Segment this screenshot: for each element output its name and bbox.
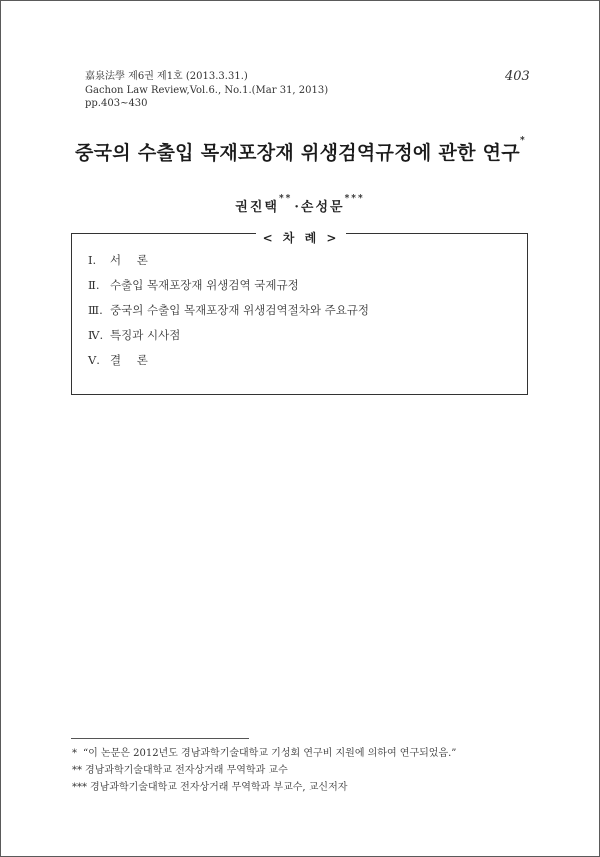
toc-heading: < 차 례 > <box>256 229 346 246</box>
toc-item-label: 수출입 목재포장재 위생검역 국제규정 <box>110 278 299 292</box>
footnote-mark: * <box>72 748 77 759</box>
footnote-text: 경남과학기술대학교 전자상거래 무역학과 부교수, 교신저자 <box>90 782 348 793</box>
toc-item-label: 서 론 <box>110 253 154 267</box>
toc-list <box>88 252 369 377</box>
journal-info-line: 嘉泉法學 제6권 제1호 (2013.3.31.) <box>85 71 248 82</box>
toc-item-label: 특징과 시사점 <box>110 328 181 342</box>
toc-item <box>88 252 369 277</box>
footnote-mark: *** <box>72 782 87 793</box>
author-name: 권진택 <box>235 200 279 215</box>
toc-item-number: Ⅲ. <box>88 303 103 317</box>
toc-item <box>88 352 369 377</box>
footnote <box>72 779 456 796</box>
paper-title-text: 중국의 수출입 목재포장재 위생검역규정에 관한 연구 <box>75 142 520 164</box>
footnote-text: “이 논문은 2012년도 경남과학기술대학교 기성회 연구비 지원에 의하여 연구되었음.” <box>83 748 457 759</box>
author-line <box>0 196 600 215</box>
toc-item-label: 중국의 수출입 목재포장재 위생검역절차와 주요규정 <box>110 303 370 317</box>
journal-info-line: Gachon Law Review,Vol.6., No.1.(Mar 31, 2013) <box>85 84 329 96</box>
paper-title <box>0 138 600 165</box>
footnote <box>72 762 456 779</box>
footnote <box>72 745 456 762</box>
footnotes <box>72 745 456 796</box>
author-name: 손성문 <box>300 200 345 215</box>
footnote-divider <box>71 738 249 739</box>
author-footnote-mark: *** <box>344 194 365 204</box>
toc-item <box>88 277 369 302</box>
toc-item <box>88 327 369 352</box>
toc-item-number: Ⅴ. <box>88 353 100 367</box>
footnote-mark: ** <box>72 765 82 776</box>
journal-info <box>85 70 328 111</box>
toc-item-label: 결 론 <box>110 353 154 367</box>
journal-pages: pp.403~430 <box>85 98 148 109</box>
toc-item-number: Ⅰ. <box>88 253 97 267</box>
page-number: 403 <box>505 69 530 84</box>
footnote-text: 경남과학기술대학교 전자상거래 무역학과 교수 <box>85 765 288 776</box>
toc-item-number: Ⅱ. <box>88 278 100 292</box>
author-separator: · <box>294 200 299 215</box>
author-footnote-mark: ** <box>278 194 293 204</box>
title-footnote-mark: * <box>519 136 525 146</box>
toc-item <box>88 302 369 327</box>
toc-item-number: Ⅳ. <box>88 328 104 342</box>
